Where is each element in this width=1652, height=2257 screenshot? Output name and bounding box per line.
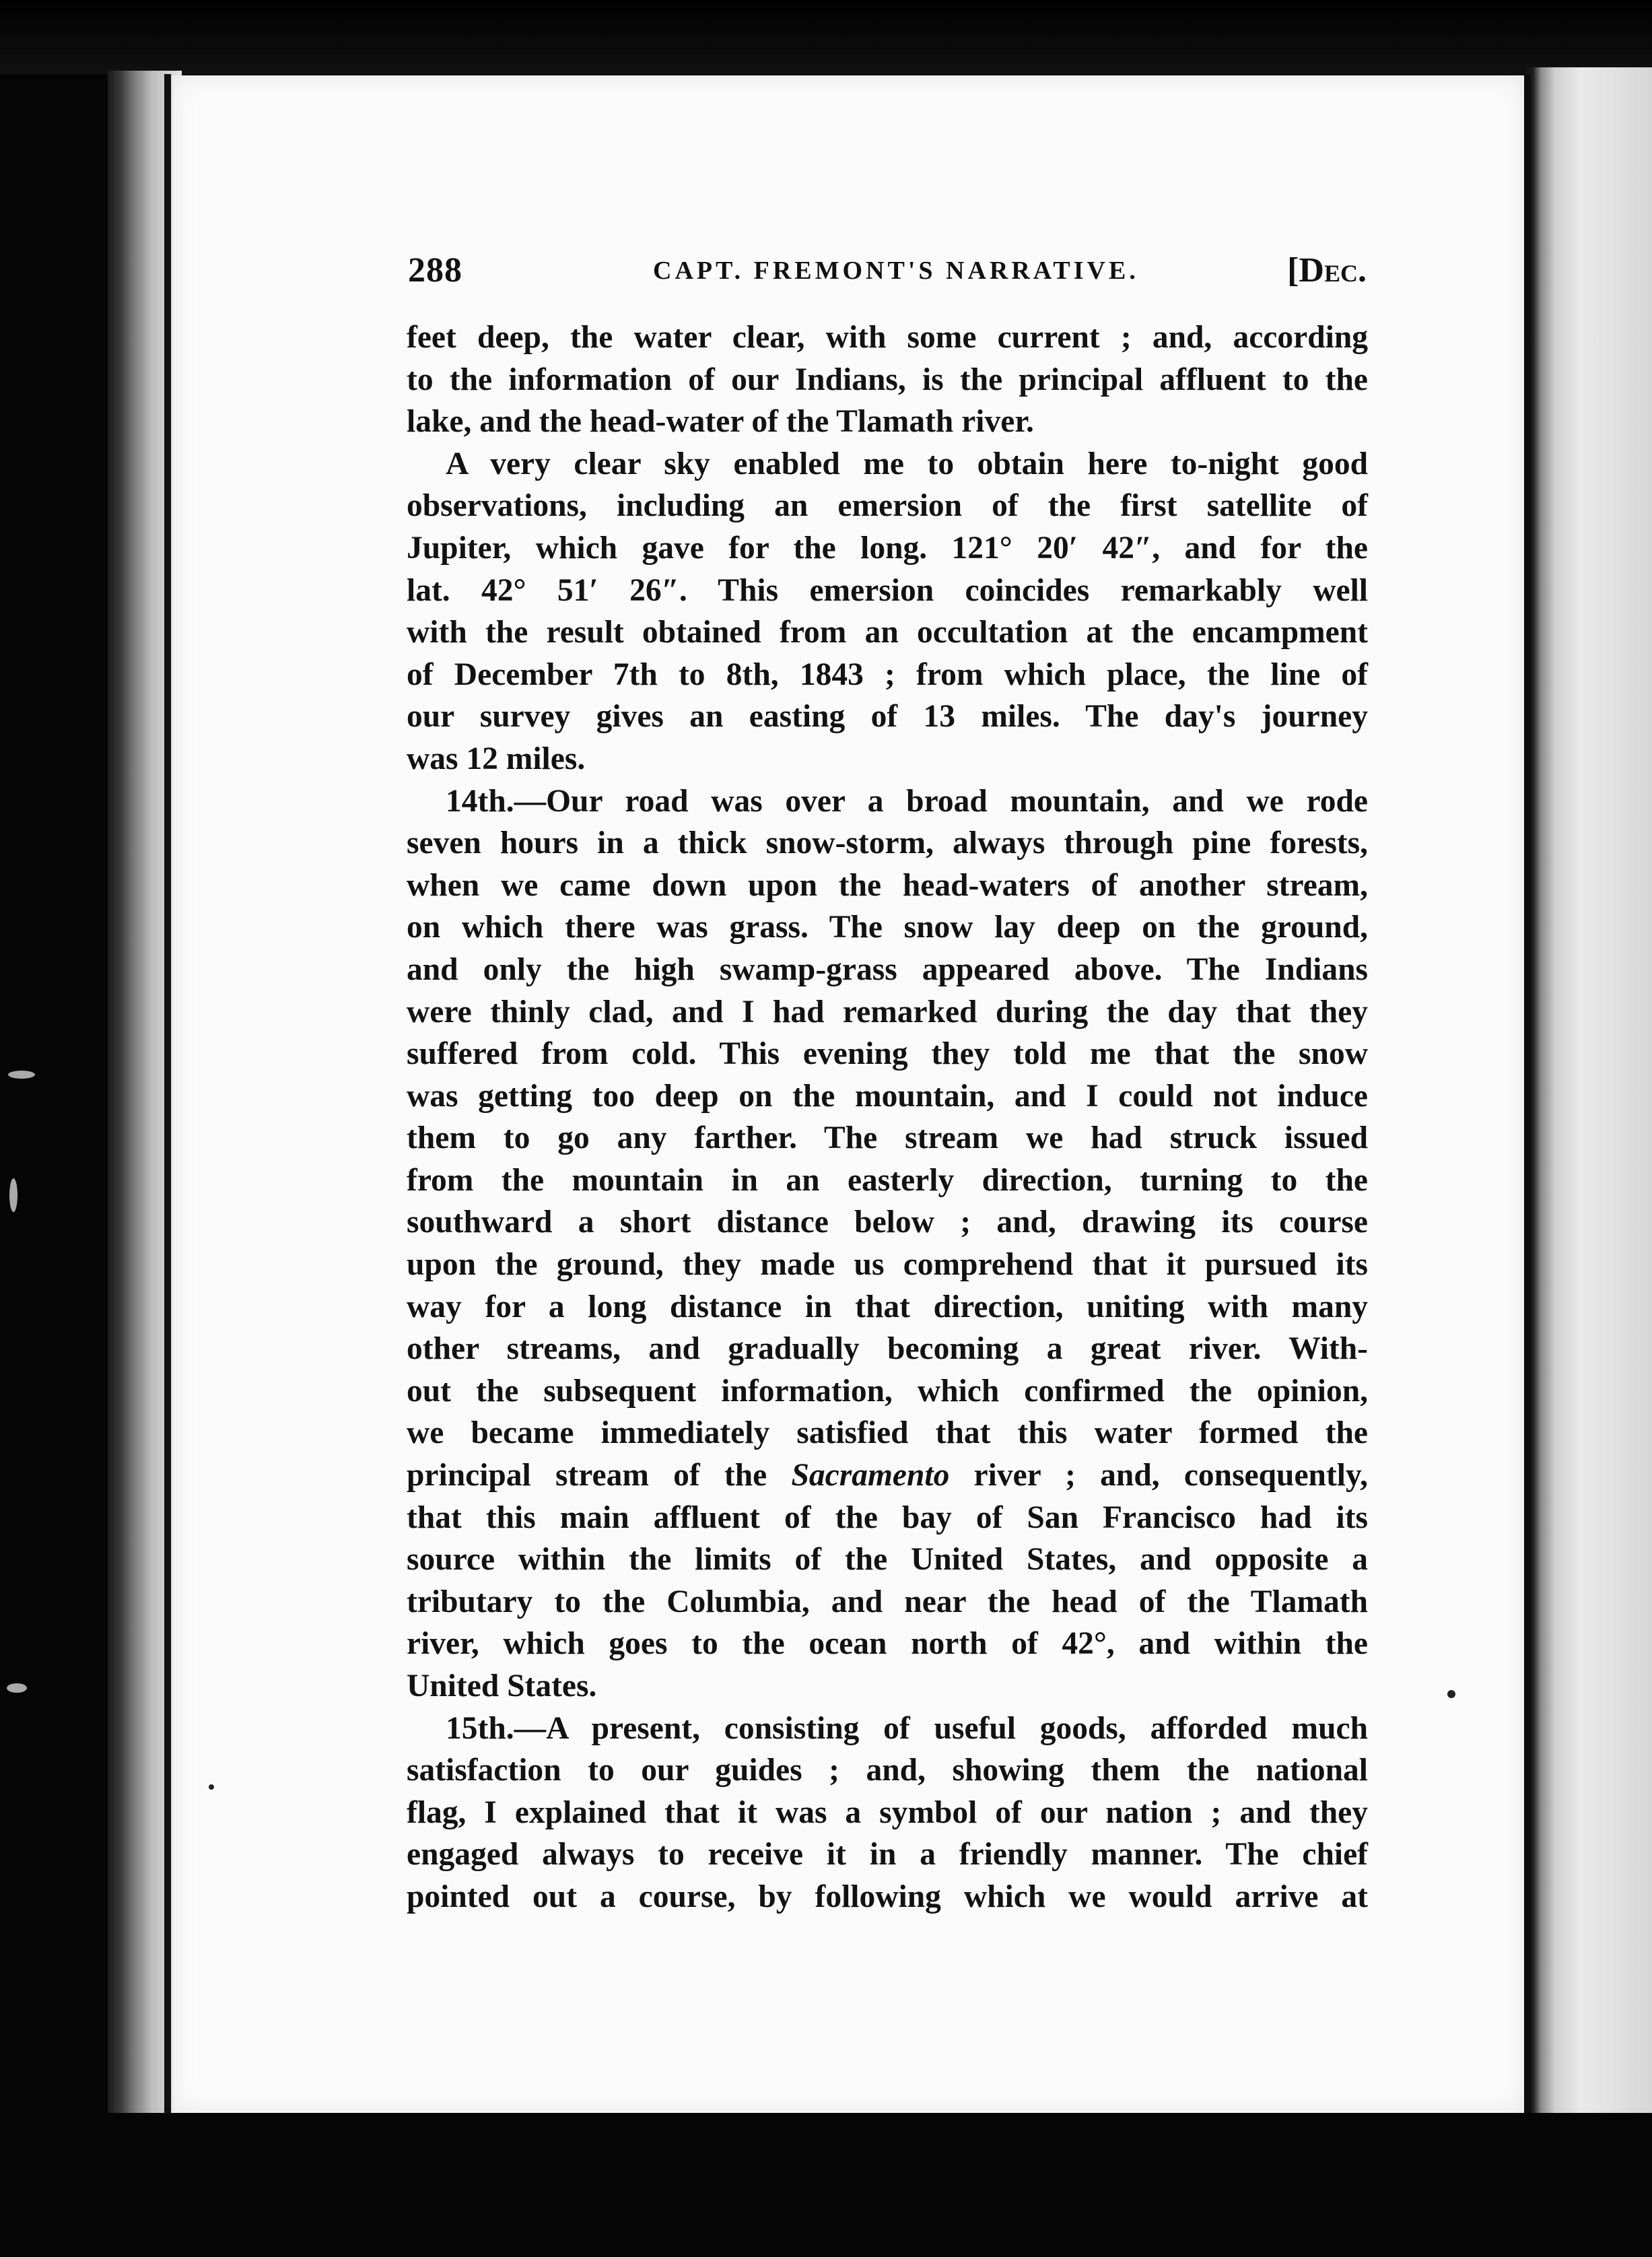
text-line: our survey gives an easting of 13 miles. The day's journey [407,699,1368,735]
text-line: lake, and the head-water of the Tlamath river. [407,404,1034,440]
scan-speck [1447,1690,1455,1698]
body-text [407,316,1368,1918]
scan-speck [9,1178,18,1212]
text-line: with the result obtained from an occultation at the encampment [407,615,1368,650]
text-line: engaged always to receive it in a friendly manner. The chief [407,1837,1368,1873]
text-line: them to go any farther. The stream we had struck issued [407,1120,1368,1156]
text-line: seven hours in a thick snow-storm, always through pine forests, [407,826,1368,861]
italic-place-name: Sacramento [791,1458,950,1493]
text-line: way for a long distance in that direction, uniting with many [407,1289,1368,1324]
facing-page-edge [1523,67,1652,2128]
text-line: were thinly clad, and I had remarked during the day that they [407,994,1368,1030]
text-segment: principal stream of the [407,1458,792,1493]
text-line-with-italic [407,1454,1368,1497]
text-line: was 12 miles. [407,741,586,776]
text-line: tributary to the Columbia, and near the head of the Tlamath [407,1584,1368,1619]
text-line: pointed out a course, by following which we would arrive at [407,1879,1368,1914]
running-title: CAPT. FREMONT'S NARRATIVE. [653,257,1139,285]
scan-bottom-border [0,2113,1652,2257]
text-line: to the information of our Indians, is the principal affluent to the [407,362,1368,397]
text-line: we became immediately satisfied that this water formed the [407,1415,1368,1451]
text-line: was getting too deep on the mountain, and I could not induce [407,1078,1368,1114]
text-line: A very clear sky enabled me to obtain here to-night good [446,446,1368,481]
paragraph [407,316,1368,443]
text-line: other streams, and gradually becoming a great river. With- [407,1331,1368,1367]
text-line: source within the limits of the United States, and opposite a [407,1542,1368,1578]
text-line: flag, I explained that it was a symbol of our nation ; and they [407,1794,1368,1830]
text-line: 14th.—Our road was over a broad mountain, and we rode [446,783,1368,819]
text-line: feet deep, the water clear, with some current ; and, according [407,320,1368,355]
paragraph [407,1708,1368,1918]
text-line: southward a short distance below ; and, drawing its course [407,1205,1368,1240]
text-line: when we came down upon the head-waters of another stream, [407,867,1368,903]
text-line: United States. [407,1669,597,1704]
text-line: out the subsequent information, which confirmed the opinion, [407,1373,1368,1409]
text-line: lat. 42° 51′ 26″. This emersion coincides remarkably well [407,572,1368,608]
page-number: 288 [408,251,462,290]
scan-speck [209,1784,214,1790]
text-line: Jupiter, which gave for the long. 121° 20′ 42″, and for the [407,530,1368,566]
paragraph [407,780,1368,1708]
text-line: and only the high swamp-grass appeared above. The Indians [407,951,1368,987]
scan-speck [7,1683,27,1693]
text-line: upon the ground, they made us comprehend that it pursued its [407,1247,1368,1283]
text-line: of December 7th to 8th, 1843 ; from which place, the line of [407,656,1368,692]
text-line: from the mountain in an easterly direction, turning to the [407,1162,1368,1198]
text-line: observations, including an emersion of the first satellite of [407,488,1368,524]
paragraph [407,443,1368,780]
text-line: river, which goes to the ocean north of 42°, and within the [407,1626,1368,1662]
text-line: 15th.—A present, consisting of useful goods, afforded much [446,1710,1368,1746]
text-segment: river ; and, consequently, [949,1458,1368,1493]
text-line: suffered from cold. This evening they told me that the snow [407,1036,1368,1072]
text-line: satisfaction to our guides ; and, showing them the national [407,1753,1368,1788]
scan-top-border [0,0,1652,74]
gutter-line [164,74,171,2114]
running-section: [Dec. [1287,251,1367,290]
text-line: on which there was grass. The snow lay deep on the ground, [407,910,1368,945]
running-head [408,250,1367,298]
scan-speck [8,1071,35,1079]
text-line: that this main affluent of the bay of San Francisco had its [407,1500,1368,1535]
